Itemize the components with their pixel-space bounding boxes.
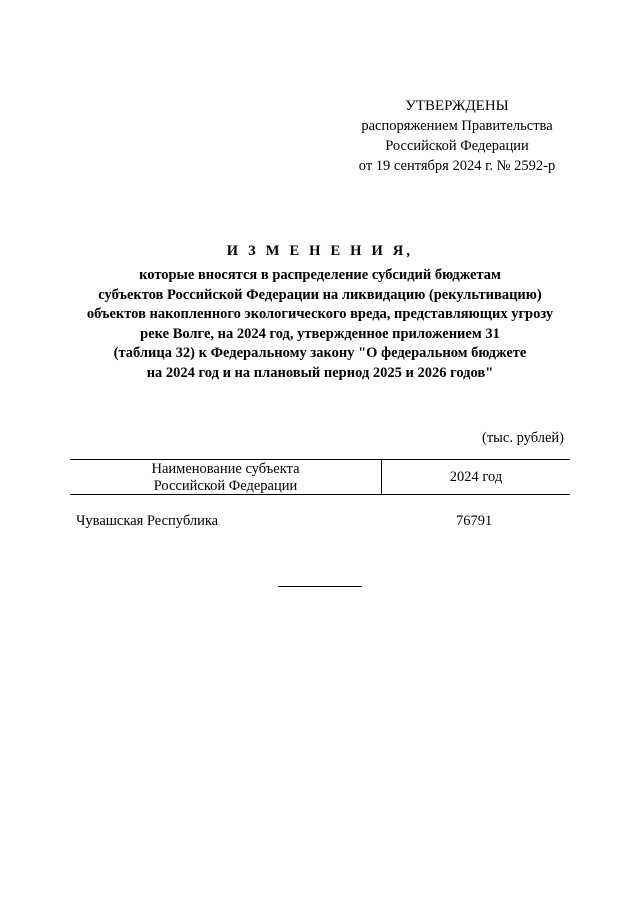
units-label: (тыс. рублей) (482, 430, 564, 446)
column-header-name-line-1: Наименование субъекта (151, 461, 300, 477)
end-divider (278, 586, 362, 587)
column-header-name (70, 460, 382, 494)
subtitle-line-2: субъектов Российской Федерации на ликвидацию (рекультивацию) (98, 286, 542, 303)
approval-block (330, 96, 584, 176)
amount-cell: 76791 (456, 513, 493, 529)
approval-line-1: распоряжением Правительства (361, 118, 553, 134)
approval-heading: УТВЕРЖДЕНЫ (405, 98, 509, 114)
subtitle-line-5: (таблица 32) к Федеральному закону "О федеральном бюджете (113, 345, 527, 362)
table-header (70, 459, 570, 495)
subtitle-line-6: на 2024 год и на плановый период 2025 и 2026 годов" (146, 364, 494, 381)
subtitle-line-1: которые вносятся в распределение субсидий бюджетам (139, 267, 501, 283)
approval-line-3: от 19 сентября 2024 г. № 2592-р (358, 158, 556, 174)
column-header-year: 2024 год (449, 468, 503, 485)
approval-line-2: Российской Федерации (385, 138, 529, 154)
column-header-name-line-2: Российской Федерации (153, 477, 298, 494)
document-subtitle (40, 266, 600, 384)
subtitle-line-4: реке Волге, на 2024 год, утвержденное приложением 31 (140, 325, 500, 342)
subtitle-line-3: объектов накопленного экологического вреда, представляющих угрозу (86, 306, 554, 323)
document-title: И З М Е Н Е Н И Я, (226, 243, 414, 259)
region-name-cell: Чувашская Республика (76, 513, 219, 529)
